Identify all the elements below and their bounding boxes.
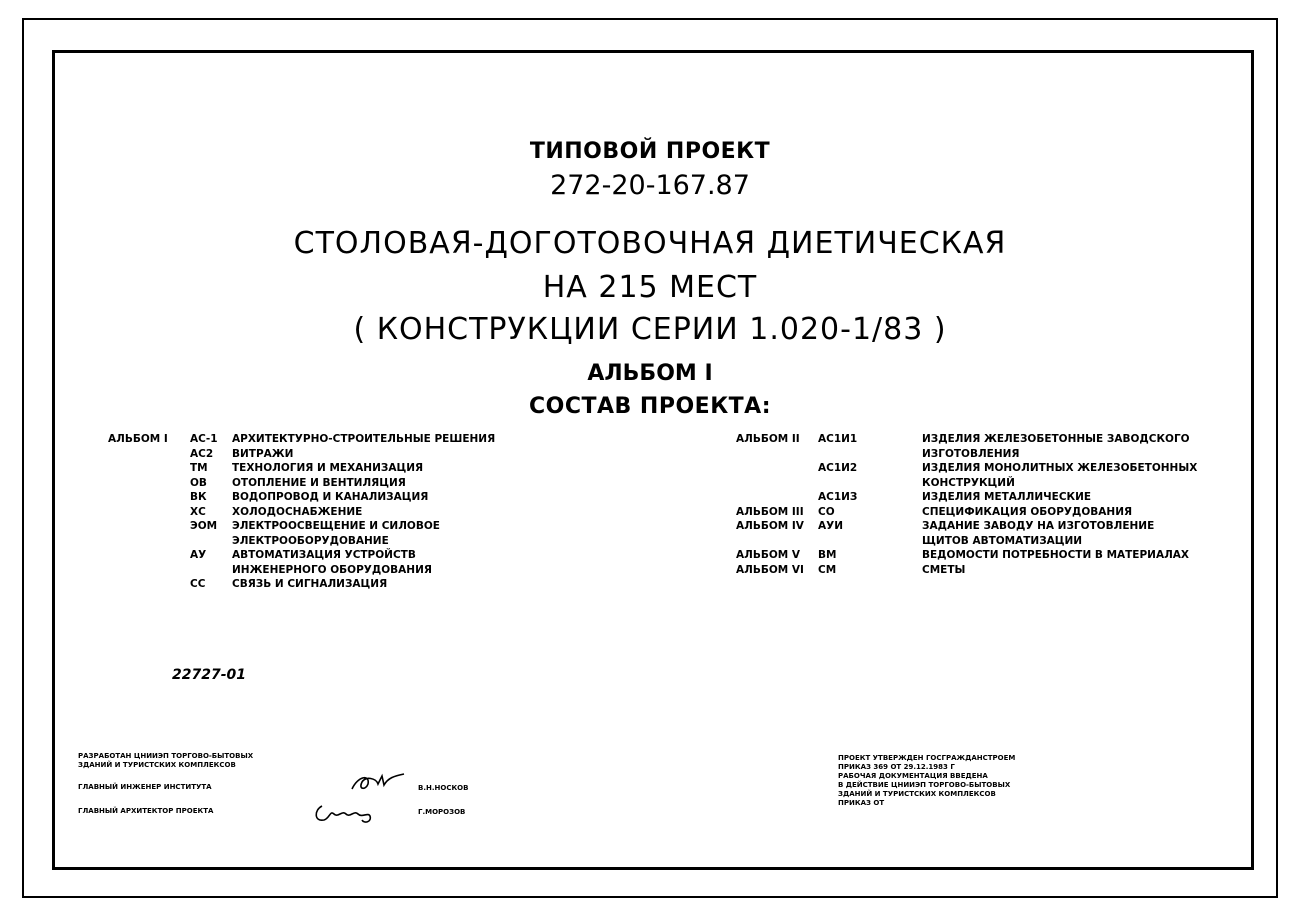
composition-row (108, 534, 708, 549)
signature-chief-engineer (348, 770, 408, 794)
section-description: ЩИТОВ АВТОМАТИЗАЦИИ (922, 534, 1083, 547)
composition-row (108, 476, 708, 491)
approval-line: ПРИКАЗ 369 ОТ 29.12.1983 Г (838, 763, 955, 771)
section-description: ИЗДЕЛИЯ МЕТАЛЛИЧЕСКИЕ (922, 491, 1092, 503)
composition-row (108, 519, 708, 534)
section-description: ИНЖЕНЕРНОГО ОБОРУДОВАНИЯ (232, 563, 432, 576)
section-description: ЗАДАНИЕ ЗАВОДУ НА ИЗГОТОВЛЕНИЕ (922, 520, 1155, 532)
section-code: ЭОМ (190, 520, 218, 532)
section-code: АС2 (190, 447, 214, 460)
section-description: ХОЛОДОСНАБЖЕНИЕ (232, 505, 363, 518)
developer-line-1: РАЗРАБОТАН ЦНИИЭП ТОРГОВО-БЫТОВЫХ (78, 752, 254, 760)
section-description: ЭЛЕКТРООБОРУДОВАНИЕ (232, 534, 389, 547)
composition-row (736, 563, 1206, 578)
section-description: ОТОПЛЕНИЕ И ВЕНТИЛЯЦИЯ (232, 476, 406, 489)
section-description: ВЕДОМОСТИ ПОТРЕБНОСТИ В МАТЕРИАЛАХ (922, 549, 1190, 561)
section-code: ОВ (190, 476, 207, 489)
section-description: ВОДОПРОВОД И КАНАЛИЗАЦИЯ (232, 491, 429, 503)
chief-architect-label: ГЛАВНЫЙ АРХИТЕКТОР ПРОЕКТА (78, 807, 214, 815)
chief-architect-name: Г.МОРОЗОВ (418, 808, 466, 816)
section-code: АС1И1 (818, 433, 858, 445)
composition-row (108, 577, 708, 592)
project-number: 272-20-167.87 (550, 170, 750, 201)
section-description: СПЕЦИФИКАЦИЯ ОБОРУДОВАНИЯ (922, 505, 1133, 518)
approval-line: ЗДАНИЙ И ТУРИСТСКИХ КОМПЛЕКСОВ (838, 790, 996, 798)
composition-row (736, 548, 1206, 563)
approval-line: ПРОЕКТ УТВЕРЖДЕН ГОСГРАЖДАНСТРОЕМ (838, 754, 1016, 762)
composition-row (108, 490, 708, 505)
developer-block (78, 752, 253, 770)
composition-row (736, 476, 1206, 491)
album-name: АЛЬБОМ II (736, 433, 800, 445)
chief-engineer-label: ГЛАВНЫЙ ИНЖЕНЕР ИНСТИТУТА (78, 783, 212, 791)
section-description: ЭЛЕКТРООСВЕЩЕНИЕ И СИЛОВОЕ (232, 520, 440, 532)
project-type-label: ТИПОВОЙ ПРОЕКТ (529, 139, 771, 164)
composition-row (736, 432, 1206, 447)
album-name: АЛЬБОМ III (736, 505, 804, 518)
section-description: КОНСТРУКЦИЙ (922, 476, 1015, 489)
section-description: АВТОМАТИЗАЦИЯ УСТРОЙСТВ (232, 549, 416, 561)
composition-row (736, 461, 1206, 476)
title-line-1: СТОЛОВАЯ-ДОГОТОВОЧНАЯ ДИЕТИЧЕСКАЯ (293, 226, 1007, 261)
section-description: СМЕТЫ (922, 563, 966, 576)
composition-row (108, 505, 708, 520)
composition-row (108, 563, 708, 578)
section-code: АС1ИЗ (818, 491, 858, 503)
section-code: ХС (190, 505, 206, 518)
composition-row (108, 447, 708, 462)
section-code: СМ (818, 563, 837, 576)
section-description: ИЗГОТОВЛЕНИЯ (922, 447, 1020, 460)
composition-row (736, 534, 1206, 549)
approval-block (838, 754, 1015, 808)
chief-engineer-name: В.Н.НОСКОВ (418, 784, 469, 792)
title-line-2: НА 215 МЕСТ (542, 270, 758, 305)
section-code: СС (190, 578, 206, 590)
section-description: АРХИТЕКТУРНО-СТРОИТЕЛЬНЫЕ РЕШЕНИЯ (232, 433, 496, 445)
album-name: АЛЬБОМ IV (736, 520, 804, 532)
signature-chief-architect (312, 800, 382, 826)
composition-row (736, 447, 1206, 462)
album-name: АЛЬБОМ I (108, 433, 168, 445)
section-code: СО (818, 505, 835, 518)
composition-row (736, 490, 1206, 505)
section-code: АС-1 (190, 433, 218, 445)
composition-row (108, 461, 708, 476)
section-code: АС1И2 (818, 462, 858, 474)
section-code: ТМ (190, 462, 208, 474)
composition-heading: СОСТАВ ПРОЕКТА: (528, 394, 772, 419)
title-line-3: ( КОНСТРУКЦИИ СЕРИИ 1.020-1/83 ) (353, 312, 947, 347)
composition-row (736, 505, 1206, 520)
composition-list-left (108, 432, 708, 592)
section-code: ВМ (818, 549, 837, 561)
section-description: ИЗДЕЛИЯ МОНОЛИТНЫХ ЖЕЛЕЗОБЕТОННЫХ (922, 462, 1198, 474)
album-label: АЛЬБОМ I (587, 361, 713, 386)
archive-number: 22727-01 (172, 667, 246, 683)
section-code: АУ (190, 549, 207, 561)
developer-line-2: ЗДАНИЙ И ТУРИСТСКИХ КОМПЛЕКСОВ (78, 761, 236, 769)
composition-row (736, 519, 1206, 534)
composition-row (108, 548, 708, 563)
composition-list-right (736, 432, 1206, 577)
section-code: АУИ (818, 520, 844, 532)
approval-line: ПРИКАЗ ОТ (838, 799, 885, 807)
section-code: ВК (190, 491, 207, 503)
section-description: ТЕХНОЛОГИЯ И МЕХАНИЗАЦИЯ (232, 462, 424, 474)
album-name: АЛЬБОМ VI (736, 563, 804, 576)
section-description: ВИТРАЖИ (232, 447, 294, 460)
section-description: СВЯЗЬ И СИГНАЛИЗАЦИЯ (232, 578, 388, 590)
section-description: ИЗДЕЛИЯ ЖЕЛЕЗОБЕТОННЫЕ ЗАВОДСКОГО (922, 433, 1190, 445)
approval-line: В ДЕЙСТВИЕ ЦНИИЭП ТОРГОВО-БЫТОВЫХ (838, 781, 1011, 789)
album-name: АЛЬБОМ V (736, 549, 801, 561)
composition-row (108, 432, 708, 447)
approval-line: РАБОЧАЯ ДОКУМЕНТАЦИЯ ВВЕДЕНА (838, 772, 988, 780)
